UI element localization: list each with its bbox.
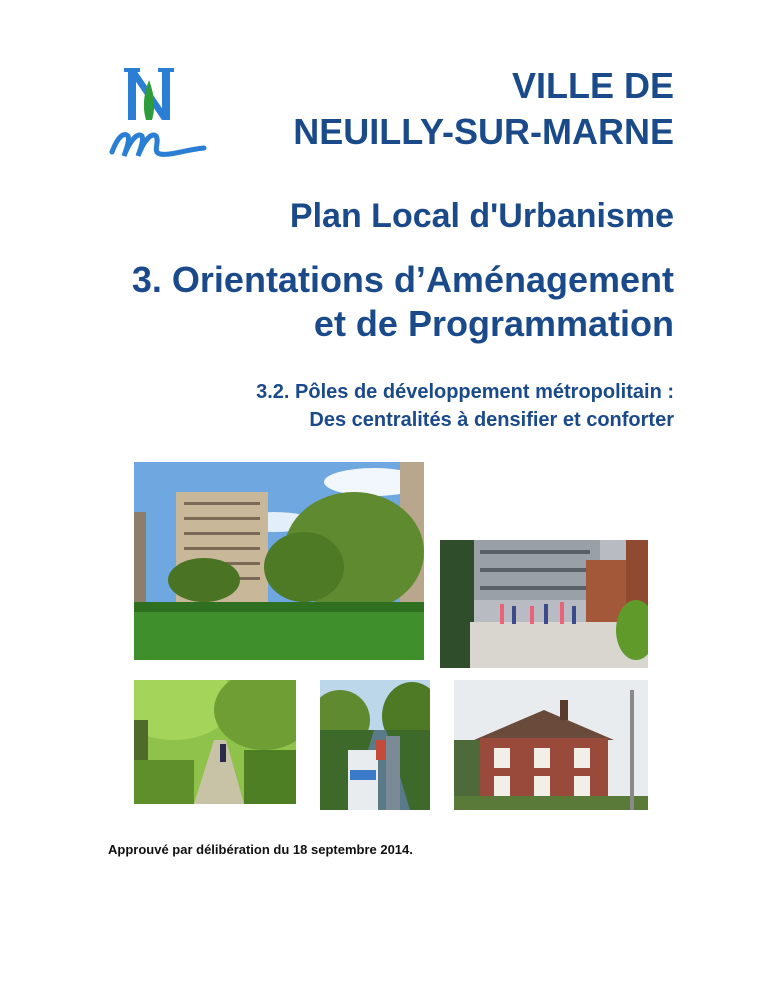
- photo-brick-house: [454, 680, 648, 810]
- approval-note: Approuvé par délibération du 18 septembre 2014.: [108, 842, 413, 857]
- section-title: [74, 258, 674, 346]
- city-logo: [104, 66, 214, 162]
- photo-canal-boats: [320, 680, 430, 810]
- photo-school-courtyard: [440, 540, 648, 668]
- section-title-line2: et de Programmation: [313, 303, 674, 344]
- city-name-line2: NEUILLY-SUR-MARNE: [293, 111, 674, 152]
- section-subtitle: [74, 378, 674, 434]
- plan-title: Plan Local d'Urbanisme: [289, 197, 674, 235]
- photo-park-towers: [134, 462, 424, 660]
- subtitle-line2: Des centralités à densifier et conforter: [309, 409, 674, 431]
- photo-green-path: [134, 680, 296, 804]
- city-name-line1: VILLE DE: [511, 65, 674, 106]
- subtitle-line1: 3.2. Pôles de développement métropolitain :: [256, 381, 674, 403]
- section-title-line1: 3. Orientations d’Aménagement: [131, 259, 674, 300]
